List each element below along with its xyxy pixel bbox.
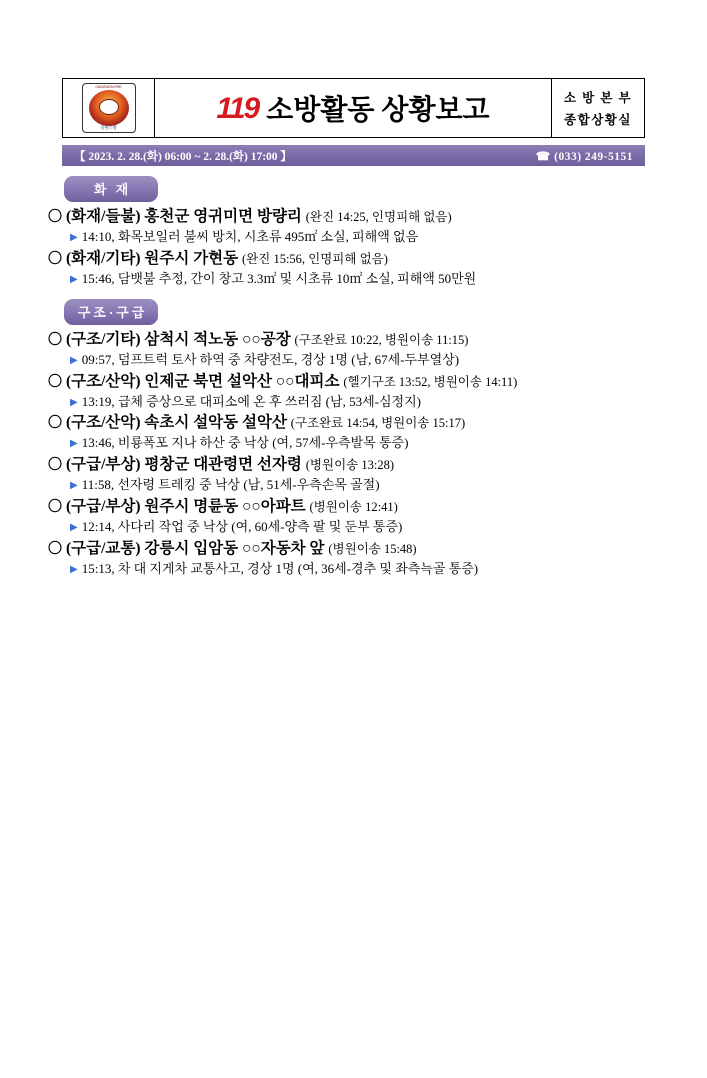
- incident-note: (헬기구조 13:52, 병원이송 14:11): [343, 374, 518, 389]
- incident-category: (화재/기타): [66, 249, 141, 267]
- incident-category: (구급/부상): [66, 498, 141, 516]
- incident-place: 원주시 가현동: [144, 249, 239, 267]
- header-title-cell: [155, 79, 552, 137]
- bullet-circle-icon: 〇: [48, 372, 62, 389]
- incident-headline: [48, 206, 667, 228]
- incident-detail-row: [48, 476, 667, 495]
- list-item: [48, 538, 667, 579]
- section-body-rescue-ems: [48, 329, 667, 579]
- fire-department-emblem-icon: [82, 83, 136, 133]
- section-title-fire: 화 재: [64, 176, 158, 202]
- contact-phone: ☎ (033) 249-5151: [535, 150, 633, 163]
- incident-detail: 14:10, 화목보일러 불씨 방치, 시초류 495㎡ 소실, 피해액 없음: [81, 229, 419, 244]
- incident-detail: 13:19, 급체 증상으로 대피소에 온 후 쓰러짐 (남, 53세-심정지): [81, 393, 421, 409]
- emblem-caption: 강원소방: [100, 125, 117, 130]
- incident-headline: [48, 454, 667, 476]
- page-title: 소방활동 상황보고: [266, 95, 490, 126]
- report-content: [48, 176, 667, 579]
- list-item: [48, 371, 667, 412]
- bullet-circle-icon: 〇: [48, 414, 62, 431]
- incident-place: 홍천군 영귀미면 방량리: [144, 208, 302, 225]
- bullet-circle-icon: 〇: [48, 249, 62, 266]
- header-emblem-cell: [63, 79, 155, 137]
- triangle-bullet-icon: ▶: [70, 396, 78, 408]
- emblem-top-text: GANGWON FIRE: [95, 85, 122, 89]
- incident-detail-row: [48, 351, 667, 370]
- incident-note: (병원이송 15:48): [328, 541, 417, 556]
- incident-detail: 11:58, 선자령 트레킹 중 낙상 (남, 51세-우측손목 골절): [81, 477, 380, 493]
- section-fire: [48, 176, 667, 289]
- org-line-1: 소 방 본 부: [563, 91, 633, 105]
- bullet-circle-icon: 〇: [48, 456, 62, 473]
- incident-headline: [48, 329, 667, 351]
- logo-119-icon: 119: [216, 92, 259, 125]
- bullet-circle-icon: 〇: [48, 330, 62, 347]
- list-item: [48, 206, 667, 247]
- triangle-bullet-icon: ▶: [70, 438, 78, 450]
- incident-category: (화재/들불): [66, 208, 141, 225]
- incident-detail: 12:14, 사다리 작업 중 낙상 (여, 60세-양측 팔 및 둔부 통증): [81, 519, 403, 535]
- incident-headline: [48, 248, 667, 270]
- bullet-circle-icon: 〇: [48, 539, 62, 556]
- bullet-circle-icon: 〇: [48, 498, 62, 515]
- bullet-circle-icon: 〇: [48, 208, 62, 224]
- report-period-text: 【 2023. 2. 28.(화) 06:00 ~ 2. 28.(화) 17:00 】: [74, 150, 292, 163]
- incident-category: (구급/부상): [66, 456, 141, 474]
- section-body-fire: [48, 206, 667, 289]
- incident-detail-row: [48, 228, 667, 247]
- triangle-bullet-icon: ▶: [70, 273, 78, 285]
- incident-place: 속초시 설악동 설악산: [144, 414, 287, 432]
- triangle-bullet-icon: ▶: [70, 563, 78, 575]
- incident-detail-row: [48, 434, 667, 453]
- incident-note: (병원이송 12:41): [309, 500, 398, 515]
- list-item: [48, 412, 667, 453]
- incident-place: 삼척시 적노동 ○○공장: [144, 330, 291, 348]
- triangle-bullet-icon: ▶: [70, 522, 78, 534]
- report-page: [0, 78, 707, 1078]
- incident-note: (구조완료 10:22, 병원이송 11:15): [294, 332, 469, 347]
- incident-place: 원주시 명륜동 ○○아파트: [144, 498, 306, 516]
- incident-note: (구조완료 14:54, 병원이송 15:17): [290, 416, 466, 431]
- list-item: [48, 496, 667, 537]
- triangle-bullet-icon: ▶: [70, 232, 78, 243]
- emblem-center: [99, 99, 119, 115]
- incident-detail: 15:13, 차 대 지게차 교통사고, 경상 1명 (여, 36세-경추 및 좌측늑골 통증): [81, 560, 479, 576]
- incident-headline: [48, 371, 667, 393]
- incident-detail-row: [48, 518, 667, 537]
- incident-place: 평창군 대관령면 선자령: [144, 456, 302, 474]
- incident-headline: [48, 496, 667, 518]
- list-item: [48, 248, 667, 289]
- org-line-2: 종합상황실: [564, 113, 632, 127]
- incident-detail: 13:46, 비룡폭포 지나 하산 중 낙상 (여, 57세-우측발목 통증): [81, 435, 409, 451]
- list-item: [48, 329, 667, 370]
- section-title-rescue-ems: 구조·구급: [64, 299, 158, 325]
- incident-category: (구급/교통): [66, 539, 141, 557]
- incident-note: (병원이송 13:28): [305, 458, 394, 473]
- incident-detail-row: [48, 270, 667, 289]
- list-item: [48, 454, 667, 495]
- incident-detail-row: [48, 560, 667, 579]
- incident-headline: [48, 538, 667, 560]
- section-rescue-ems: [48, 299, 667, 579]
- report-header: [62, 78, 645, 138]
- incident-category: (구조/산악): [66, 372, 141, 390]
- incident-place: 인제군 북면 설악산 ○○대피소: [144, 372, 340, 390]
- incident-detail: 15:46, 담뱃불 추정, 간이 창고 3.3㎡ 및 시초류 10㎡ 소실, 피해액 50만원: [81, 270, 477, 286]
- triangle-bullet-icon: ▶: [70, 480, 78, 492]
- incident-category: (구조/기타): [66, 330, 141, 348]
- incident-detail: 09:57, 덤프트럭 토사 하역 중 차량전도, 경상 1명 (남, 67세-두부열상): [81, 351, 460, 367]
- incident-detail-row: [48, 393, 667, 412]
- incident-headline: [48, 412, 667, 434]
- incident-note: (완진 14:25, 인명피해 없음): [305, 210, 452, 224]
- header-org-cell: [552, 79, 644, 137]
- triangle-bullet-icon: ▶: [70, 354, 78, 366]
- incident-note: (완진 15:56, 인명피해 없음): [242, 251, 388, 266]
- incident-place: 강릉시 입암동 ○○자동차 앞: [144, 539, 325, 557]
- report-period-bar: [62, 145, 645, 166]
- incident-category: (구조/산악): [66, 414, 141, 432]
